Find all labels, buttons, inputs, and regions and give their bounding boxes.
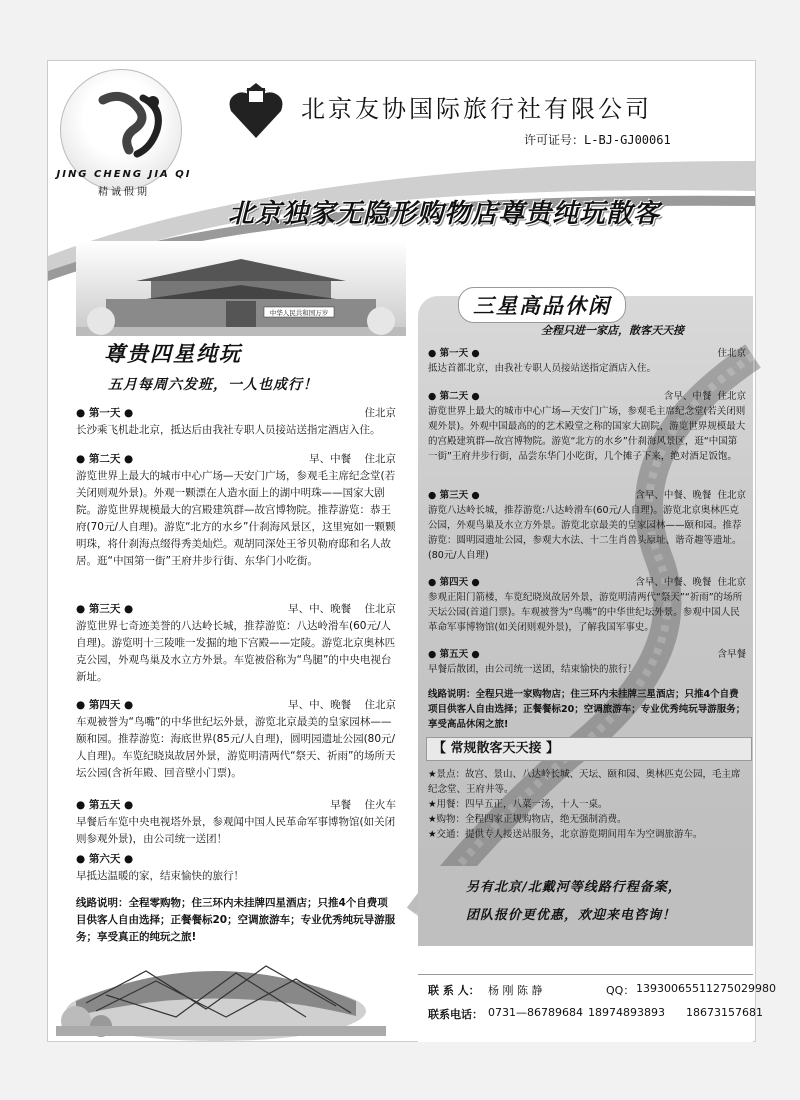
day-text: 长沙乘飞机赴北京，抵达后由我社专职人员接站送指定酒店入住。 xyxy=(76,424,381,436)
contact-phone-row xyxy=(428,1006,766,1022)
company-emblem-icon xyxy=(226,83,286,143)
license-number: 许可证号：L-BJ-GJ00061 xyxy=(524,133,671,147)
phone-number-2: 18974893893 xyxy=(588,1006,665,1019)
company-name: 北京友协国际旅行社有限公司 xyxy=(301,95,652,123)
right-day-1 xyxy=(428,346,746,376)
left-route-notes: 线路说明：全程零购物；住三环内未挂牌四星酒店；只推4个自费项目供客人自由选择；正餐餐标20；空调旅游车；专业优秀纯玩导游服务；享受真正的纯玩之旅! xyxy=(76,897,396,943)
day-label: ● 第六天 ● xyxy=(76,853,134,865)
right-route-notes: 线路说明：全程只进一家购物店；住三环内未挂牌三星酒店；只推4个自费项目供客人自由选择；正餐餐标20；空调旅游车；专业优秀纯玩导游服务；享受高品休闲之旅! xyxy=(428,689,746,730)
contact-people: 杨 刚 陈 静 xyxy=(488,984,543,997)
day-text: 早餐后散团，由公司统一送团，结束愉快的旅行！ xyxy=(428,664,638,675)
day-stay: 住北京 xyxy=(364,699,396,711)
day-label: ● 第五天 ● xyxy=(428,649,480,660)
day-meal: 含早、中餐 xyxy=(663,391,712,402)
day-label: ● 第三天 ● xyxy=(76,603,134,615)
list-item: ★交通：提供专人接送站服务，北京游览期间用车为空调旅游车。 xyxy=(428,829,703,840)
day-meal: 含早餐 xyxy=(717,649,746,660)
day-text: 游览世界上最大的城市中心广场—天安门广场，参观毛主席纪念堂(若关闭则观外景)。外观一颗漂在人造水面上的湖中明珠——国家大剧院。游览世界规模最大的宫殿建筑群—故宫博物院。推荐游览：恭王府(70元/人自理)。游览“北方的水乡”什刹海风景区，这里宛如一颗颗明珠，将什刹海点缀得秀美灿烂。观胡同深处王爷贝勒府邸和名人故居。逛“中国第一街”王府井步行街、东华门小吃街。 xyxy=(76,470,396,567)
day-meal: 早餐 xyxy=(330,799,352,811)
day-text: 早抵达温暖的家，结束愉快的旅行！ xyxy=(76,870,244,882)
day-text: 参观正阳门箭楼，车览纪晓岚故居外景，游览明清两代“祭天”“祈雨”的场所天坛公园(首道门票)。车观被誉为“鸟嘴”的中华世纪坛外景。参观中国人民革命军事博物馆(如关闭则观外景)，了解我国军事史。 xyxy=(428,592,743,633)
day-label: ● 第四天 ● xyxy=(428,577,480,588)
right-package-title: 三星高品休闲 xyxy=(458,287,626,323)
promo-line-2: 团队报价更优惠，欢迎来电咨询！ xyxy=(466,908,677,923)
regular-tour-title: 【 常规散客天天接 】 xyxy=(426,737,752,761)
left-package-subtitle: 五月每周六发班，一人也成行！ xyxy=(108,377,318,393)
day-stay: 住北京 xyxy=(364,407,396,419)
day-label: ● 第一天 ● xyxy=(428,348,480,359)
day-stay: 住北京 xyxy=(364,603,396,615)
palace-plaque: 中华人民共和国万岁 xyxy=(269,309,329,317)
day-meal: 含早、中餐、晚餐 xyxy=(635,490,712,501)
list-item: ★景点：故宫、景山、八达岭长城、天坛、颐和园、奥林匹克公园，毛主席纪念堂、王府井等。 xyxy=(428,769,741,795)
day-text: 游览八达岭长城，推荐游览:八达岭滑车(60元/人自理)。游览北京奥林匹克公园，外观鸟巢及水立方外景。游览北京最美的皇家园林——颐和园。推荐游览：圆明园遗址公园，参观大水法、十二生肖兽头原址、谐奇趣等遗址。(80元/人自理) xyxy=(428,505,742,561)
day-stay: 住北京 xyxy=(717,348,746,359)
day-text: 抵达首都北京，由我社专职人员接站送指定酒店入住。 xyxy=(428,363,657,374)
left-day-5 xyxy=(76,797,396,848)
regular-tour-list xyxy=(428,767,746,842)
left-day-2 xyxy=(76,451,396,570)
promo-line-1: 另有北京/北戴河等线路行程备案， xyxy=(466,880,682,895)
left-day-4 xyxy=(76,697,396,782)
qq-number-1: 1393006551 xyxy=(636,982,706,995)
day-label: ● 第三天 ● xyxy=(428,490,480,501)
list-item: ★购物：全程四家正规购物店，绝无强制消费。 xyxy=(428,814,627,825)
day-text: 游览世界七奇迹美誉的八达岭长城，推荐游览：八达岭滑车(60元/人自理)。游览明十三陵唯一发掘的地下宫殿——定陵。游览北京奥林匹克公园，外观鸟巢及水立方外景。车览被俗称为“鸟腿”的中央电视台新址。 xyxy=(76,620,396,683)
right-package-subtitle: 全程只进一家店，散客天天接 xyxy=(541,324,684,337)
day-stay: 住北京 xyxy=(717,490,746,501)
day-text: 早餐后车览中央电视塔外景，参观闻中国人民革命军事博物馆(如关闭则参观外景)，由公司统一送团！ xyxy=(76,816,396,845)
day-meal: 含早、中餐、晚餐 xyxy=(635,577,712,588)
right-day-4 xyxy=(428,575,746,635)
day-text: 游览世界上最大的城市中心广场—天安门广场，参观毛主席纪念堂(若关闭则观外景)。外观中国最高的的艺术殿堂之称的国家大剧院，游览世界规模最大的宫殿建筑群—故宫博物院。游览“北方的水乡”什刹海风景区，逛“中国第一街”王府井步行街，品尝东华门小吃街，几个摊子下来，绝对酒足饭饱。 xyxy=(428,406,746,462)
day-stay: 住火车 xyxy=(364,799,396,811)
qq-label: QQ： xyxy=(606,984,635,997)
phone-label: 联系电话： xyxy=(428,1008,483,1021)
left-day-6 xyxy=(76,851,396,885)
day-text: 车观被誉为“鸟嘴”的中华世纪坛外景，游览北京最美的皇家园林——颐和园。推荐游览：海底世界(85元/人自理)，圆明园遗址公园(80元/人自理)。车览纪晓岚故居外景，游览明清两代“祭天、祈雨”的场所天坛公园(含祈年殿、回音壁小门票)。 xyxy=(76,716,396,779)
day-label: ● 第二天 ● xyxy=(76,453,134,465)
main-headline: 北京独家无隐形购物店尊贵纯玩散客 xyxy=(228,199,661,229)
contact-people-row xyxy=(428,982,776,998)
day-label: ● 第四天 ● xyxy=(76,699,134,711)
tiananmen-illustration xyxy=(76,241,406,336)
flyer-page xyxy=(47,60,776,1042)
day-stay: 住北京 xyxy=(364,453,396,465)
phone-number-1: 0731—86789684 xyxy=(488,1006,583,1019)
logo-chinese: 精诚假期 xyxy=(98,187,150,198)
right-day-5 xyxy=(428,647,746,677)
qq-number-2: 1275029980 xyxy=(706,982,776,995)
left-day-3 xyxy=(76,601,396,686)
day-meal: 早、中餐 xyxy=(309,453,352,465)
contact-people-label: 联 系 人： xyxy=(428,984,480,997)
right-day-3 xyxy=(428,488,746,563)
logo-swirl-icon xyxy=(93,90,173,160)
left-package-title: 尊贵四星纯玩 xyxy=(104,342,242,366)
left-day-1 xyxy=(76,405,396,439)
birds-nest-illustration xyxy=(56,921,386,1036)
day-label: ● 第二天 ● xyxy=(428,391,480,402)
day-stay: 住北京 xyxy=(717,391,746,402)
day-label: ● 第一天 ● xyxy=(76,407,134,419)
day-label: ● 第五天 ● xyxy=(76,799,134,811)
logo-english: JING CHENG JIA QI xyxy=(56,169,192,180)
day-meal: 早、中、晚餐 xyxy=(288,699,352,711)
list-item: ★用餐：四早五正，八菜一汤，十人一桌。 xyxy=(428,799,608,810)
day-meal: 早、中、晚餐 xyxy=(288,603,352,615)
right-day-2 xyxy=(428,389,746,464)
phone-number-3: 18673157681 xyxy=(686,1006,763,1019)
day-stay: 住北京 xyxy=(717,577,746,588)
